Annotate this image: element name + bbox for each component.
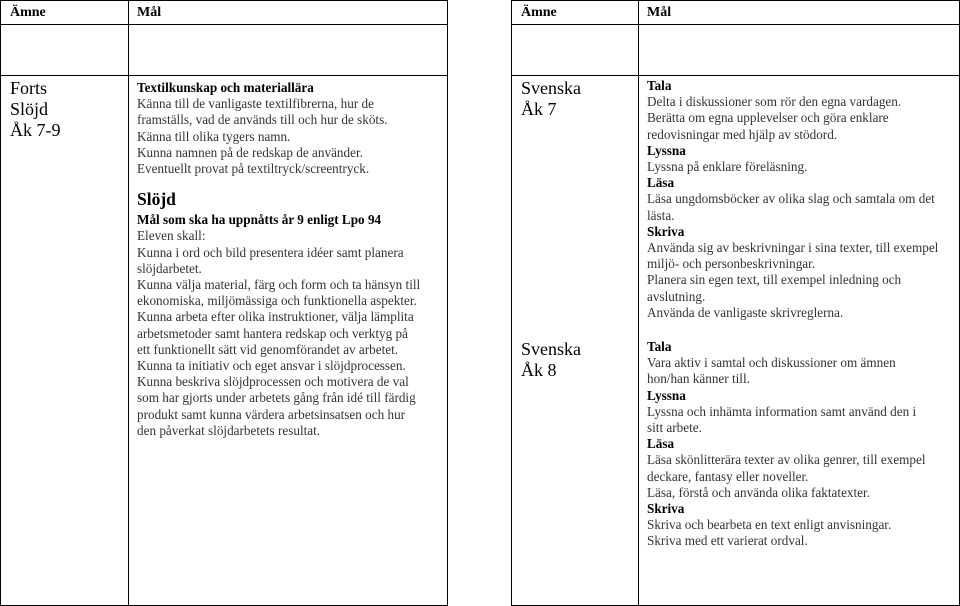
text-line: Tala: [647, 78, 672, 93]
subject-line: Forts: [10, 78, 48, 98]
text-line: hon/han känner till.: [647, 371, 750, 387]
left-table: [0, 0, 448, 606]
text-line: Känna till olika tygers namn.: [137, 128, 291, 144]
subject-line: Svenska: [521, 78, 581, 98]
text-line: den påverkat slöjdarbetets resultat.: [137, 422, 321, 438]
text-line: Berätta om egna upplevelser och göra enklare: [647, 110, 889, 126]
subject-line: Slöjd: [10, 99, 49, 119]
text-line: ekonomiska, miljömässiga och funktionella aspekter.: [137, 293, 417, 309]
text-line: Eventuellt provat på textiltryck/screentryck.: [137, 161, 370, 177]
text-line: Läsa, förstå och använda olika faktatexter.: [647, 484, 870, 500]
text-line: deckare, fantasy eller noveller.: [647, 468, 809, 484]
section-heading-slojd: Slöjd: [137, 189, 176, 210]
text-line: Planera sin egen text, till exempel inledning och: [647, 272, 902, 288]
text-line: Skriva och bearbeta en text enligt anvisningar.: [647, 517, 892, 533]
text-line: Lyssna: [647, 142, 686, 158]
subject-cell-ak8: [521, 339, 581, 381]
text-line: ett funktionellt sätt vid genomförandet av arbetet.: [137, 341, 399, 357]
text-line: Skriva med ett varierat ordval.: [647, 533, 808, 549]
text-line: slöjdarbetet.: [137, 260, 202, 276]
text-line: Kunna ta initiativ och eget ansvar i slöjdprocessen.: [137, 358, 406, 374]
text-line: redovisningar med hjälp av stödord.: [647, 126, 838, 142]
header-divider-2: [1, 75, 447, 76]
right-table: [511, 0, 960, 606]
header-goal: Mål: [137, 5, 162, 20]
text-line: avslutning.: [647, 288, 706, 304]
column-divider: [128, 1, 129, 605]
text-line: Kunna arbeta efter olika instruktioner, välja lämplita: [137, 309, 414, 325]
column-divider: [638, 1, 639, 605]
text-line: som har gjorts under arbetets gång från idé till färdig: [137, 390, 416, 406]
subject-line: Svenska: [521, 339, 581, 359]
text-line: Känna till de vanligaste textilfibrerna, hur de: [137, 96, 374, 112]
text-line: miljö- och personbeskrivningar.: [647, 256, 816, 272]
goal-cell-ak7: [647, 78, 957, 321]
text-line: Skriva: [647, 223, 685, 239]
subject-line: Åk 8: [521, 360, 557, 380]
text-line: Läsa skönlitterära texter av olika genrer, till exempel: [647, 452, 926, 468]
header-divider: [1, 24, 447, 25]
text-line: Lyssna på enklare föreläsning.: [647, 159, 808, 175]
section-heading: Textilkunskap och materiallära: [137, 80, 314, 95]
text-line: lästa.: [647, 207, 675, 223]
text-line: Kunna namnen på de redskap de använder.: [137, 144, 363, 160]
subject-cell: [10, 78, 61, 141]
text-line: Eleven skall:: [137, 228, 206, 244]
text-line: Vara aktiv i samtal och diskussioner om ämnen: [647, 355, 896, 371]
text-line: Delta i diskussioner som rör den egna vardagen.: [647, 94, 902, 110]
goal-cell: [137, 80, 443, 439]
text-line: Kunna beskriva slöjdprocessen och motivera de val: [137, 374, 409, 390]
text-line: Använda sig av beskrivningar i sina texter, till exempel: [647, 240, 939, 256]
text-line: Läsa: [647, 436, 675, 452]
text-line: Läsa: [647, 175, 675, 191]
text-line: Skriva: [647, 501, 685, 517]
text-line: Lyssna: [647, 387, 686, 403]
text-line: framställs, vad de används till och hur de sköts.: [137, 112, 388, 128]
header-goal: Mål: [647, 5, 672, 20]
text-line: Tala: [647, 339, 672, 354]
goal-cell-ak8: [647, 339, 957, 550]
text-line: Använda de vanligaste skrivreglerna.: [647, 304, 844, 320]
header-subject: Ämne: [521, 5, 557, 20]
text-line: Kunna i ord och bild presentera idéer samt planera: [137, 244, 404, 260]
subject-cell-ak7: [521, 78, 581, 120]
text-line: produkt samt kunna värdera arbetsinsatsen och hur: [137, 406, 406, 422]
header-divider-2: [512, 75, 959, 76]
subject-line: Åk 7: [521, 99, 557, 119]
header-subject: Ämne: [10, 5, 46, 20]
text-line: arbetsmetoder samt hantera redskap och verktyg på: [137, 325, 408, 341]
subject-line: Åk 7-9: [10, 120, 61, 140]
goal-heading: Mål som ska ha uppnåtts år 9 enligt Lpo 94: [137, 212, 382, 228]
text-line: sitt arbete.: [647, 420, 702, 436]
text-line: Läsa ungdomsböcker av olika slag och samtala om det: [647, 191, 935, 207]
header-divider: [512, 24, 959, 25]
text-line: Kunna välja material, färg och form och ta hänsyn till: [137, 277, 421, 293]
text-line: Lyssna och inhämta information samt använd den i: [647, 403, 917, 419]
